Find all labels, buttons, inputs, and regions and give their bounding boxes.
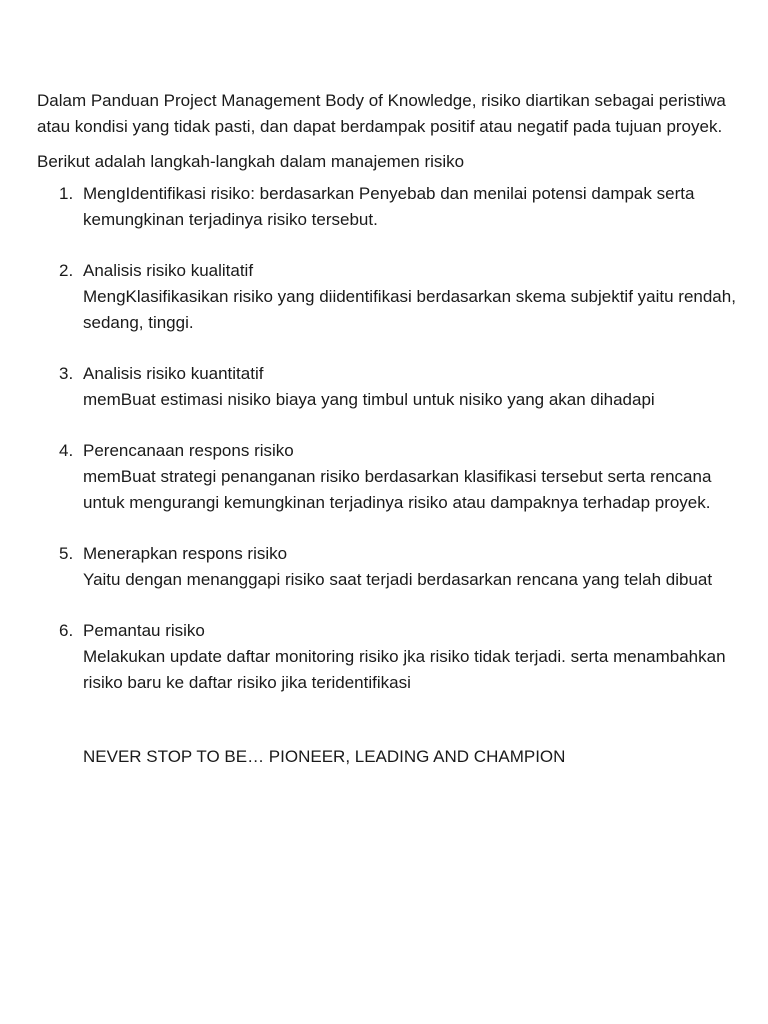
step-title: MengIdentifikasi risiko: berdasarkan Penyebab dan menilai potensi dampak serta kemungkinan terjadinya risiko tersebut. <box>83 184 695 229</box>
step-description: memBuat estimasi nisiko biaya yang timbul untuk nisiko yang akan dihadapi <box>83 390 655 409</box>
step-number: 3. <box>59 364 74 383</box>
step-description: memBuat strategi penanganan risiko berdasarkan klasifikasi tersebut serta rencana untuk mengurangi kemungkinan terjadinya risiko atau dampaknya terhadap proyek. <box>83 467 712 512</box>
document-page <box>37 88 737 770</box>
step-title: Analisis risiko kuantitatif <box>83 364 264 383</box>
step-number: 1. <box>59 184 74 203</box>
list-item-step-4 <box>37 438 737 516</box>
list-item-step-2 <box>37 258 737 336</box>
lead-sentence: Berikut adalah langkah-langkah dalam manajemen risiko <box>37 152 465 171</box>
list-item-step-1 <box>37 181 737 233</box>
step-number: 6. <box>59 621 74 640</box>
motto-line: NEVER STOP TO BE… PIONEER, LEADING AND CHAMPION <box>83 747 566 766</box>
step-title: Analisis risiko kualitatif <box>83 261 254 280</box>
step-number: 5. <box>59 544 74 563</box>
step-description: Yaitu dengan menanggapi risiko saat terjadi berdasarkan rencana yang telah dibuat <box>83 570 713 589</box>
list-item-step-5 <box>37 541 737 593</box>
step-title: Perencanaan respons risiko <box>83 441 294 460</box>
risk-steps-list <box>37 181 737 696</box>
step-description: MengKlasifikasikan risiko yang diidentifikasi berdasarkan skema subjektif yaitu rendah, sedang, tinggi. <box>83 287 736 332</box>
step-title: Menerapkan respons risiko <box>83 544 288 563</box>
list-item-step-3 <box>37 361 737 413</box>
step-number: 2. <box>59 261 74 280</box>
intro-paragraph: Dalam Panduan Project Management Body of Knowledge, risiko diartikan sebagai peristiwa atau kondisi yang tidak pasti, dan dapat berdampak positif atau negatif pada tujuan proyek. <box>37 91 726 136</box>
step-number: 4. <box>59 441 74 460</box>
step-description: Melakukan update daftar monitoring risiko jka risiko tidak terjadi. serta menambahkan risiko baru ke daftar risiko jika teridentifikasi <box>83 647 726 692</box>
list-item-step-6 <box>37 618 737 696</box>
step-title: Pemantau risiko <box>83 621 205 640</box>
